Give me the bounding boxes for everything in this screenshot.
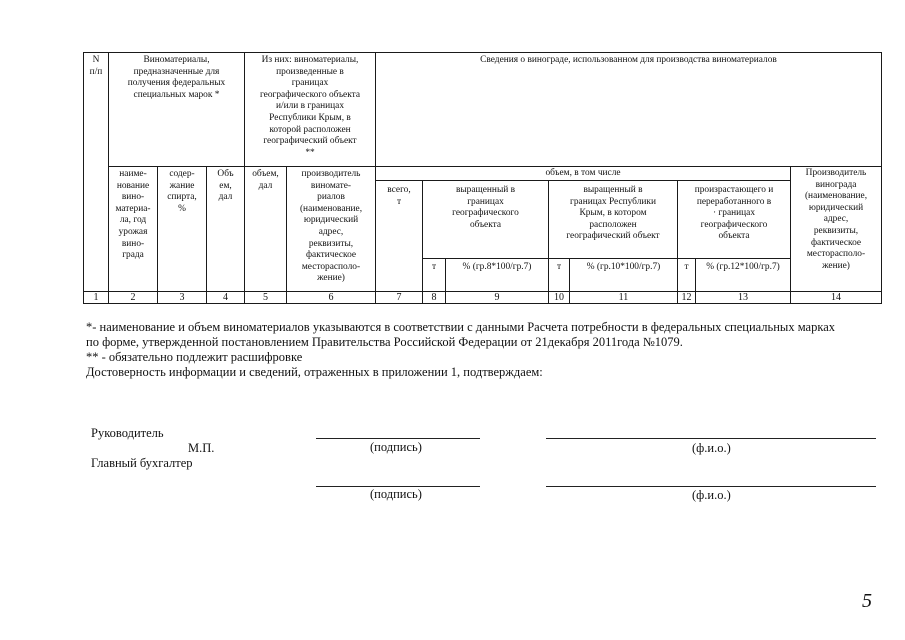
col-number-3: 3	[179, 292, 185, 303]
name-caption-2: (ф.и.о.)	[692, 488, 731, 502]
col-number-8: 8	[431, 292, 437, 303]
col-grown-crimea: выращенный в границах Республики Крым, в котором расположен географический объект	[566, 185, 660, 242]
col-volume-geo: объем, дал	[252, 169, 279, 191]
col-wine-name: наиме- нование вино- материа- ла, год урожая вино- града	[115, 169, 151, 261]
footnote-1-line-1: *- наименование и объем виноматериалов указываются в соответствии с данными Расчета потребности в федеральных специальных марках	[86, 320, 836, 334]
signature-caption-1: (подпись)	[370, 440, 422, 454]
handwritten-page-number: 5	[862, 590, 872, 612]
col-number-4: 4	[223, 292, 228, 303]
confirmation-text: Достоверность информации и сведений, отраженных в приложении 1, подтверждаем:	[86, 365, 543, 379]
signature-caption-2: (подпись)	[370, 487, 422, 501]
unit-t-3: т	[684, 262, 689, 272]
col-number-14: 14	[831, 292, 841, 303]
col-number-9: 9	[494, 292, 500, 303]
col-number-5: 5	[263, 292, 268, 303]
header-wine-materials: Виноматериалы, предназначенные для получения федеральных специальных марок *	[127, 55, 226, 100]
header-grape-info: Сведения о винограде, использованном для производства виноматериалов	[480, 55, 777, 65]
header-of-them: Из них: виноматериалы, произведенные в границах географического объекта и/или в границах Республики Крым, в которой расположен географический объект **	[259, 55, 361, 158]
col-number-11: 11	[618, 292, 629, 303]
footnote-1-line-2: по форме, утвержденной постановлением Правительства Российской Федерации от 21декабря 2011года №1079.	[86, 335, 683, 349]
col-volume-including: объем, в том числе	[545, 168, 621, 178]
col-grape-producer: Производитель винограда (наименование, юридический адрес, реквизиты, фактическое месторасполо- жение)	[804, 168, 868, 271]
col-number-6: 6	[328, 292, 334, 303]
percent-col-13: % (гр.12*100/гр.7)	[706, 262, 780, 272]
stamp-label: М.П.	[188, 441, 215, 455]
col-number-1: 1	[93, 292, 99, 303]
accountant-label: Главный бухгалтер	[91, 456, 193, 470]
percent-col-11: % (гр.10*100/гр.7)	[586, 262, 661, 272]
unit-t-2: т	[556, 262, 562, 272]
name-line-1	[546, 438, 876, 439]
col-number-13: 13	[738, 292, 748, 303]
unit-t-1: т	[431, 262, 437, 272]
col-grown-geo: выращенный в границах географического объекта	[452, 185, 519, 230]
col-alcohol: содер- жание спирта, %	[167, 169, 197, 214]
col-producer: производитель виномате- риалов (наименование, юридический адрес, реквизиты, фактическое месторасполо- жение)	[299, 169, 363, 284]
data-table	[83, 52, 882, 304]
col-grown-processed: произрастающего и переработанного в · границах географического объекта	[694, 185, 774, 242]
col-volume: Объ ем, дал	[217, 169, 234, 203]
name-caption-1: (ф.и.о.)	[692, 441, 731, 455]
header-row-number: N п/п	[89, 55, 103, 77]
col-number-12: 12	[681, 292, 692, 303]
col-number-2: 2	[130, 292, 136, 303]
col-total: всего, т	[387, 185, 411, 207]
director-label: Руководитель	[91, 426, 164, 440]
signature-line-1	[316, 438, 480, 439]
col-number-10: 10	[554, 292, 564, 303]
name-line-2	[546, 486, 876, 487]
col-number-7: 7	[396, 292, 402, 303]
percent-col-9: % (гр.8*100/гр.7)	[462, 262, 532, 272]
footnote-2: ** - обязательно подлежит расшифровке	[86, 350, 303, 364]
